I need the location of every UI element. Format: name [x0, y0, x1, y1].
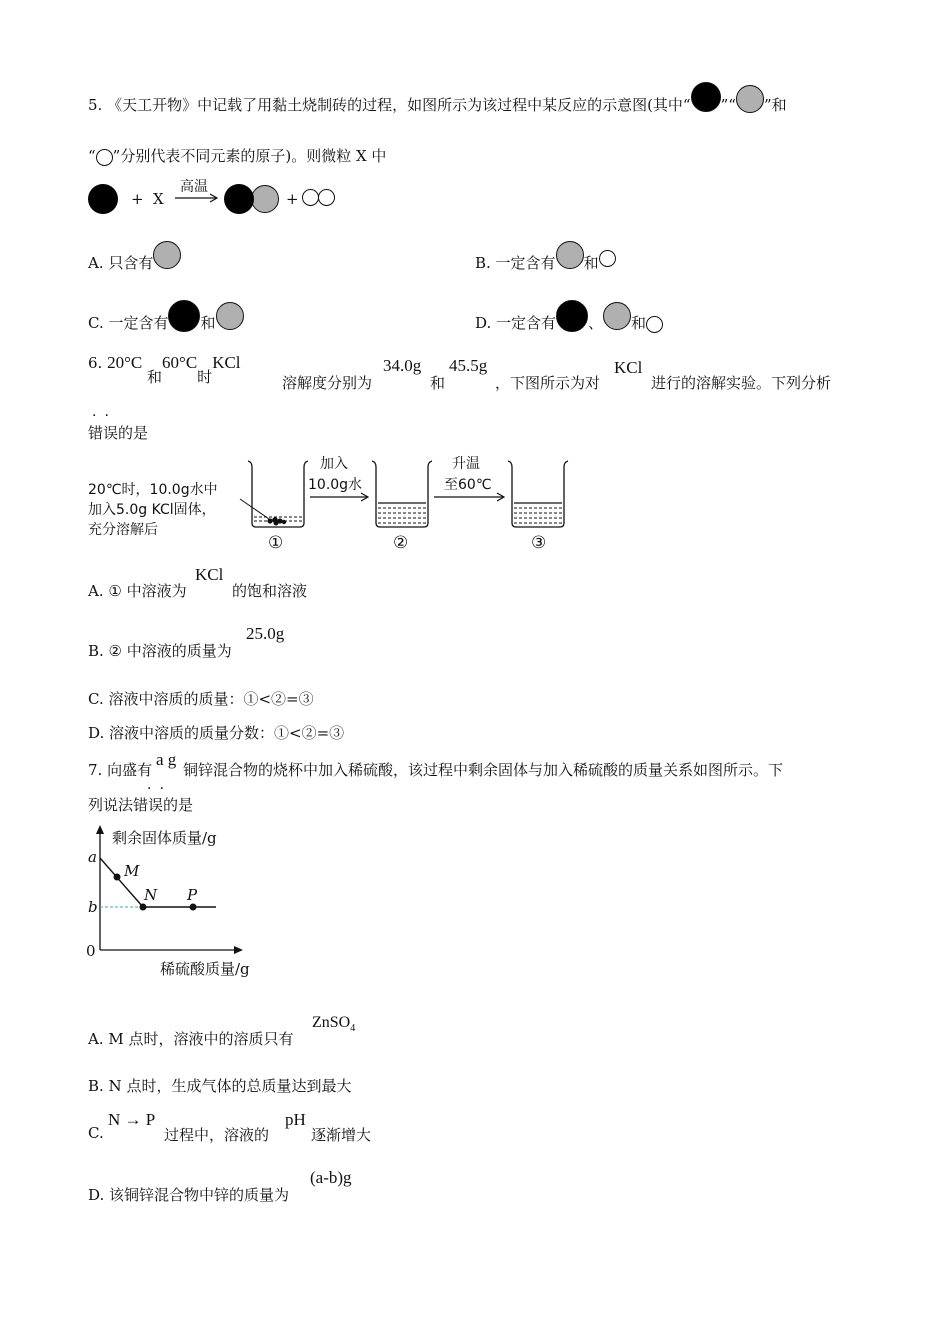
q7-stem-text2: 列说法错误的是 — [88, 796, 194, 814]
q7-option-c-post: 逐渐增大 — [311, 1126, 372, 1144]
q5-option-b-and: 和 — [583, 254, 599, 272]
product-black-atom-icon — [224, 184, 254, 214]
q6-beaker-label-2: ② — [393, 533, 409, 553]
q7-option-c[interactable]: C. — [88, 1124, 104, 1142]
product-white-atom-icon — [302, 189, 319, 206]
q7-graph-xlabel: 稀硫酸质量/g — [160, 960, 250, 978]
q6-option-b[interactable]: B. ② 中溶液的质量为 — [88, 642, 232, 660]
q7-option-a-sub: 4 — [350, 1023, 356, 1035]
q6-option-c[interactable]: C. 溶液中溶质的质量：①<②=③ — [88, 690, 314, 708]
q5-stem-sep2: ”和 — [763, 96, 787, 114]
q5-option-b[interactable] — [475, 252, 616, 273]
q5-quote-open: “ — [88, 147, 96, 165]
q6-stem-text2: ，下图所示为对 — [495, 374, 601, 392]
point-p — [190, 904, 197, 911]
q5-option-d-sep: 、 — [588, 314, 604, 332]
q7-option-a-chem: ZnSO — [312, 1014, 351, 1031]
gray-atom-icon — [153, 241, 181, 269]
eq-condition: 高温 — [180, 179, 208, 195]
point-n — [140, 904, 147, 911]
q5-option-c[interactable] — [88, 312, 244, 333]
q7-option-d[interactable]: D. 该铜锌混合物中锌的质量为 — [88, 1186, 290, 1204]
q7-graph-label-p: P — [187, 886, 198, 904]
black-atom-icon — [168, 300, 200, 332]
q6-option-b-value: 25.0g — [246, 624, 285, 643]
q6-beakers-diagram — [230, 455, 580, 535]
q7-option-d-value: (a-b)g — [310, 1168, 352, 1187]
q7-graph-label-n: N — [144, 886, 158, 904]
eq-x: X — [153, 190, 164, 208]
product-white-atom-icon — [318, 189, 335, 206]
q5-stem-text1: 5. 《天工开物》中记载了用黏土烧制砖的过程，如图所示为该过程中某反应的示意图(其中“ — [88, 96, 691, 114]
q6-stem-line1 — [88, 353, 241, 386]
q6-solubility-60: 45.5g — [449, 356, 488, 375]
q6-fig-desc2: 加入5.0g KCl固体， — [88, 502, 216, 518]
q6-and1: 和 — [147, 368, 163, 386]
q7-graph-ylabel: 剩余固体质量/g — [112, 829, 217, 847]
q6-option-a-post: 的饱和溶液 — [232, 582, 308, 600]
q5-stem-line1 — [88, 94, 787, 115]
q7-graph-label-b: b — [88, 898, 98, 916]
white-atom-icon — [646, 316, 663, 333]
q7-mass-ag: a g — [156, 750, 177, 769]
q6-stem-text3: 进行的溶解实验。下列分析 — [651, 374, 832, 392]
q5-option-a[interactable] — [88, 252, 181, 273]
q5-option-a-label: A. 只含有 — [88, 254, 154, 272]
q6-solubility-20: 34.0g — [383, 356, 422, 375]
q7-option-c-ph: pH — [285, 1110, 306, 1129]
q5-option-b-label: B. 一定含有 — [475, 254, 556, 272]
q5-option-c-and: 和 — [200, 314, 216, 332]
q7-stem-prefix: 7. 向盛有 — [88, 761, 153, 779]
q6-when: 时 — [197, 368, 213, 386]
q6-stem-text1: 溶解度分别为 — [282, 374, 373, 392]
q5-option-d[interactable] — [475, 312, 663, 333]
gray-atom-icon — [603, 302, 631, 330]
white-atom-icon — [96, 149, 113, 166]
beaker-1-icon — [240, 461, 308, 527]
q6-beaker-label-3: ③ — [531, 533, 547, 553]
q7-graph-label-a: a — [88, 848, 97, 866]
q6-option-a-kcl: KCl — [195, 565, 224, 584]
black-atom-icon — [691, 82, 721, 112]
eq-plus2: + — [286, 190, 299, 208]
black-atom-icon — [556, 300, 588, 332]
reactant-black-atom-icon — [88, 184, 118, 214]
q6-temp-60: 60°C — [162, 353, 198, 372]
gray-atom-icon — [216, 302, 244, 330]
product-gray-atom-icon — [251, 185, 279, 213]
q6-and2: 和 — [430, 374, 446, 392]
q6-figure-description — [88, 480, 218, 540]
q6-arrow1-bottom: 10.0g水 — [308, 477, 363, 493]
eq-plus1: + — [131, 190, 144, 208]
q5-stem-sep1: ”“ — [720, 96, 736, 114]
beaker-3-icon — [508, 461, 568, 527]
q5-option-d-and: 和 — [631, 314, 647, 332]
emphasis-dots: .. — [92, 404, 117, 420]
q6-stem-text4: 错误的是 — [88, 424, 149, 442]
q6-option-a[interactable]: A. ① 中溶液为 — [88, 582, 187, 600]
q5-option-c-label: C. 一定含有 — [88, 314, 169, 332]
q6-kcl2: KCl — [614, 358, 643, 377]
q7-option-a[interactable]: A. M 点时，溶液中的溶质只有 — [88, 1030, 294, 1048]
q6-beaker-label-1: ① — [268, 533, 284, 553]
q6-arrow2-bottom: 至60℃ — [444, 477, 492, 493]
gray-atom-icon — [556, 241, 584, 269]
eq-arrow-icon — [174, 192, 220, 204]
q7-option-c-mid: 过程中，溶液的 — [164, 1126, 270, 1144]
q6-fig-desc1: 20℃时，10.0g水中 — [88, 482, 218, 498]
q5-stem-line2 — [88, 145, 386, 166]
q6-temp-20: 20°C — [107, 353, 143, 372]
q6-arrow1-top: 加入 — [320, 456, 348, 472]
q7-option-c-np: N → P — [108, 1110, 156, 1129]
q7-stem-text1: 铜锌混合物的烧杯中加入稀硫酸，该过程中剩余固体与加入稀硫酸的质量关系如图所示。下 — [183, 761, 784, 779]
q7-option-b[interactable]: B. N 点时，生成气体的总质量达到最大 — [88, 1077, 352, 1095]
q6-arrow2-top: 升温 — [452, 456, 480, 472]
q6-stem-prefix: 6. — [88, 354, 108, 372]
q6-fig-desc3: 充分溶解后 — [88, 522, 158, 538]
q6-option-d[interactable]: D. 溶液中溶质的质量分数：①<②=③ — [88, 724, 345, 742]
q6-kcl: KCl — [212, 353, 241, 372]
q5-option-d-label: D. 一定含有 — [475, 314, 557, 332]
q5-stem-text2: ”分别代表不同元素的原子)。则微粒 X 中 — [112, 147, 387, 165]
emphasis-dots: .. — [147, 777, 172, 793]
beaker-2-icon — [372, 461, 432, 527]
q7-option-a-formula — [312, 1014, 355, 1034]
q7-graph-label-m: M — [124, 862, 140, 880]
q7-graph-origin: 0 — [86, 942, 96, 960]
white-atom-icon — [599, 250, 616, 267]
point-m — [114, 874, 121, 881]
gray-atom-icon — [736, 85, 764, 113]
